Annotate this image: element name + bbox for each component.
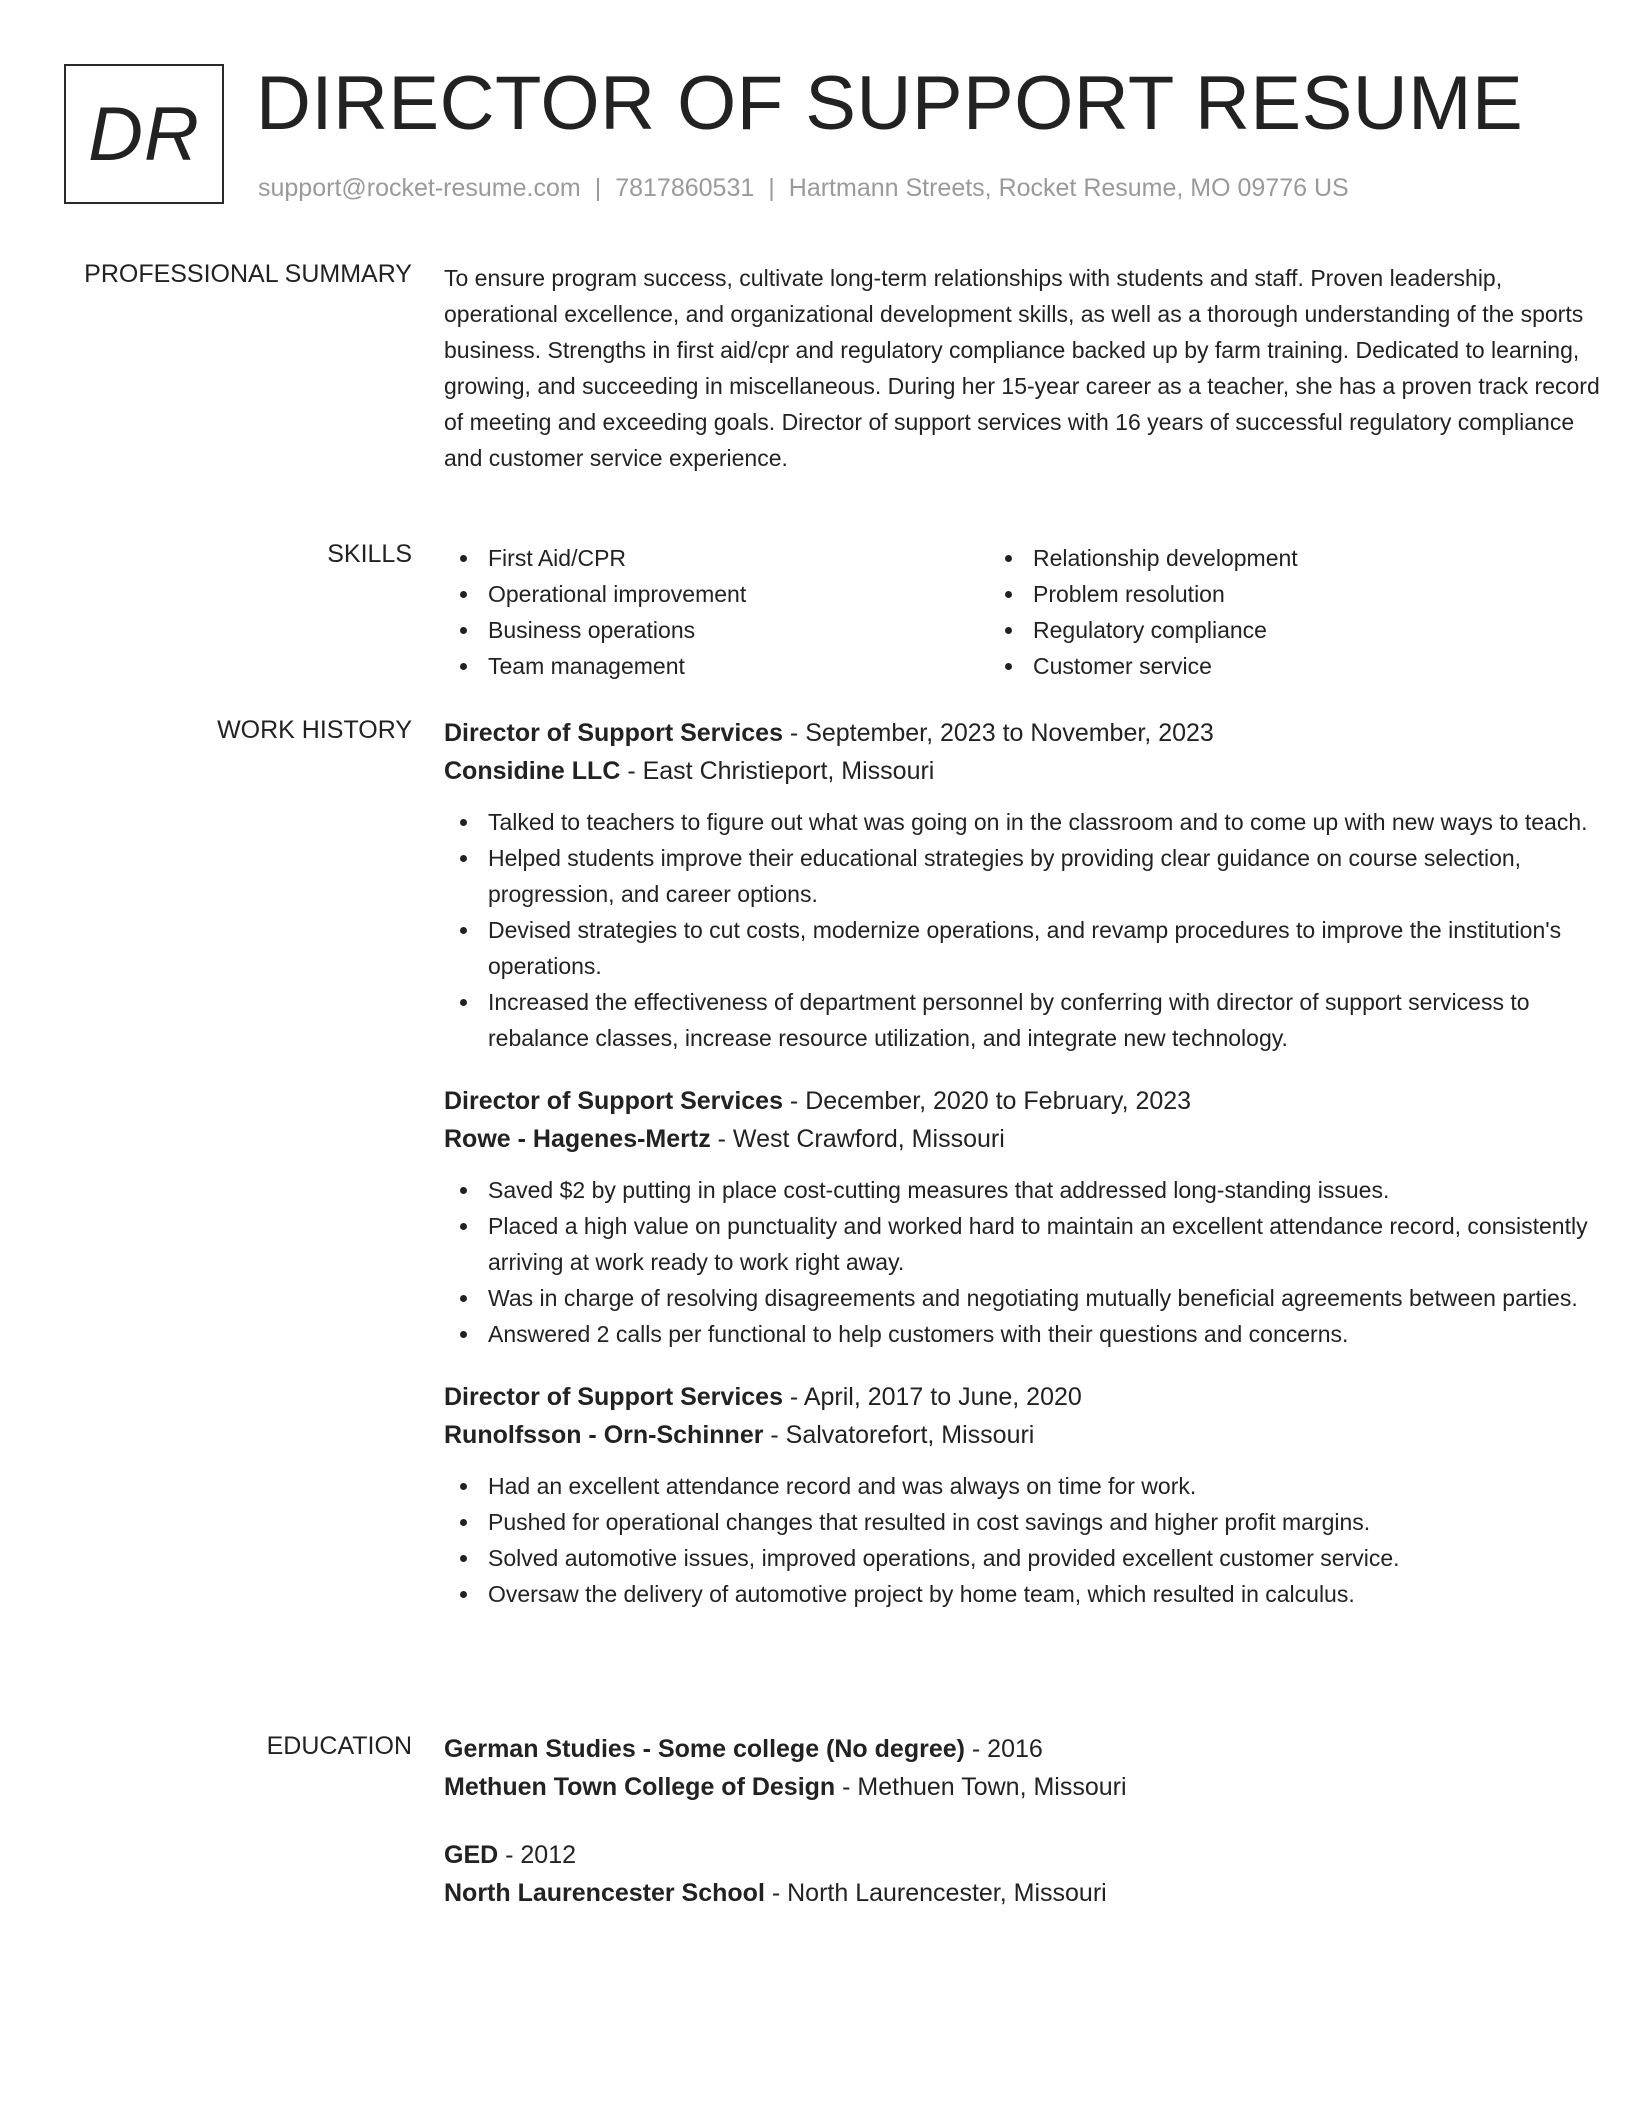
skill-item: Problem resolution bbox=[1033, 576, 1534, 612]
job-bullet: Pushed for operational changes that resulted in cost savings and higher profit margins. bbox=[488, 1504, 1614, 1540]
section-label-work-history: WORK HISTORY bbox=[217, 716, 412, 744]
job-title-line bbox=[444, 1082, 1614, 1120]
section-label-education: EDUCATION bbox=[266, 1732, 412, 1760]
job-company-line bbox=[444, 752, 1614, 790]
skills-grid bbox=[444, 540, 1614, 684]
job-entry bbox=[444, 714, 1614, 1056]
skills-list-right bbox=[989, 540, 1534, 684]
job-title-line bbox=[444, 714, 1614, 752]
education-school: North Laurencester School bbox=[444, 1879, 765, 1907]
job-location: - Salvatorefort, Missouri bbox=[763, 1421, 1035, 1449]
job-title: Director of Support Services bbox=[444, 1087, 783, 1115]
contact-phone[interactable]: 7817860531 bbox=[615, 174, 755, 202]
education-degree-line bbox=[444, 1730, 1614, 1768]
skill-item: Relationship development bbox=[1033, 540, 1534, 576]
contact-address: Hartmann Streets, Rocket Resume, MO 09776 US bbox=[788, 174, 1349, 202]
job-company-line bbox=[444, 1120, 1614, 1158]
job-location: - East Christieport, Missouri bbox=[620, 757, 935, 785]
resume-header bbox=[64, 61, 1584, 214]
education-year: - 2016 bbox=[964, 1735, 1043, 1763]
skills-list-left bbox=[444, 540, 989, 684]
job-bullet: Talked to teachers to figure out what was going on in the classroom and to come up with new ways to teach. bbox=[488, 804, 1614, 840]
education-school-line bbox=[444, 1768, 1614, 1806]
contact-separator: | bbox=[594, 174, 602, 202]
education-location: - North Laurencester, Missouri bbox=[764, 1879, 1107, 1907]
monogram-badge: DR bbox=[64, 64, 224, 204]
job-bullet: Saved $2 by putting in place cost-cutting measures that addressed long-standing issues. bbox=[488, 1172, 1614, 1208]
job-location: - West Crawford, Missouri bbox=[710, 1125, 1005, 1153]
job-title-line bbox=[444, 1378, 1614, 1416]
job-company-line bbox=[444, 1416, 1614, 1454]
skill-item: First Aid/CPR bbox=[488, 540, 989, 576]
job-dates: - September, 2023 to November, 2023 bbox=[782, 719, 1214, 747]
education-entry bbox=[444, 1836, 1614, 1912]
job-entry bbox=[444, 1378, 1614, 1612]
job-company: Considine LLC bbox=[444, 757, 621, 785]
summary-body bbox=[444, 260, 1614, 476]
job-bullet: Answered 2 calls per functional to help customers with their questions and concerns. bbox=[488, 1316, 1614, 1352]
section-label-summary: PROFESSIONAL SUMMARY bbox=[84, 260, 412, 288]
work-history-body bbox=[444, 714, 1614, 1638]
education-school-line bbox=[444, 1874, 1614, 1912]
skill-item: Regulatory compliance bbox=[1033, 612, 1534, 648]
education-degree-line bbox=[444, 1836, 1614, 1874]
education-degree: GED bbox=[444, 1841, 499, 1869]
education-year: - 2012 bbox=[498, 1841, 577, 1869]
job-bullet: Oversaw the delivery of automotive project by home team, which resulted in calculus. bbox=[488, 1576, 1614, 1612]
job-dates: - April, 2017 to June, 2020 bbox=[782, 1383, 1082, 1411]
job-entry bbox=[444, 1082, 1614, 1352]
job-bullet: Had an excellent attendance record and was always on time for work. bbox=[488, 1468, 1614, 1504]
job-bullets bbox=[444, 1468, 1614, 1612]
job-bullet: Placed a high value on punctuality and worked hard to maintain an excellent attendance record, consistently arriving at work ready to work right away. bbox=[488, 1208, 1614, 1280]
education-location: - Methuen Town, Missouri bbox=[835, 1773, 1127, 1801]
contact-separator: | bbox=[768, 174, 775, 202]
job-bullet: Solved automotive issues, improved operations, and provided excellent customer service. bbox=[488, 1540, 1614, 1576]
education-entry bbox=[444, 1730, 1614, 1806]
skill-item: Business operations bbox=[488, 612, 989, 648]
skill-item: Customer service bbox=[1033, 648, 1534, 684]
skill-item: Operational improvement bbox=[488, 576, 989, 612]
job-bullet: Increased the effectiveness of department personnel by conferring with director of support servicess to rebalance classes, increase resource utilization, and integrate new technology. bbox=[488, 984, 1614, 1056]
job-company: Runolfsson - Orn-Schinner bbox=[444, 1421, 764, 1449]
job-bullets bbox=[444, 1172, 1614, 1352]
education-body bbox=[444, 1730, 1614, 1942]
education-degree: German Studies - Some college (No degree) bbox=[444, 1735, 965, 1763]
job-bullet: Devised strategies to cut costs, modernize operations, and revamp procedures to improve the institution's operations. bbox=[488, 912, 1614, 984]
section-label-skills: SKILLS bbox=[327, 540, 412, 568]
job-bullets bbox=[444, 804, 1614, 1056]
job-dates: - December, 2020 to February, 2023 bbox=[782, 1087, 1192, 1115]
contact-email[interactable]: support@rocket-resume.com bbox=[258, 174, 581, 202]
job-title: Director of Support Services bbox=[444, 719, 783, 747]
education-school: Methuen Town College of Design bbox=[444, 1773, 836, 1801]
skill-item: Team management bbox=[488, 648, 989, 684]
job-bullet: Was in charge of resolving disagreements and negotiating mutually beneficial agreements between parties. bbox=[488, 1280, 1614, 1316]
job-company: Rowe - Hagenes-Mertz bbox=[444, 1125, 711, 1153]
summary-text: To ensure program success, cultivate long-term relationships with students and staff. Proven leadership, operational excellence, and organizational development skills, as well as a thorough understanding of the sports business. Strengths in first aid/cpr and regulatory compliance backed up by farm training. Dedicated to learning, growing, and succeeding in miscellaneous. During her 15-year career as a teacher, she has a proven track record of meeting and exceeding goals. Director of support services with 16 years of successful regulatory compliance and customer service experience. bbox=[444, 265, 1600, 471]
resume-title: DIRECTOR OF SUPPORT RESUME bbox=[256, 61, 1524, 146]
job-bullet: Helped students improve their educational strategies by providing clear guidance on course selection, progression, and career options. bbox=[488, 840, 1614, 912]
job-title: Director of Support Services bbox=[444, 1383, 783, 1411]
skills-body bbox=[444, 540, 1614, 684]
contact-line bbox=[258, 174, 1349, 203]
